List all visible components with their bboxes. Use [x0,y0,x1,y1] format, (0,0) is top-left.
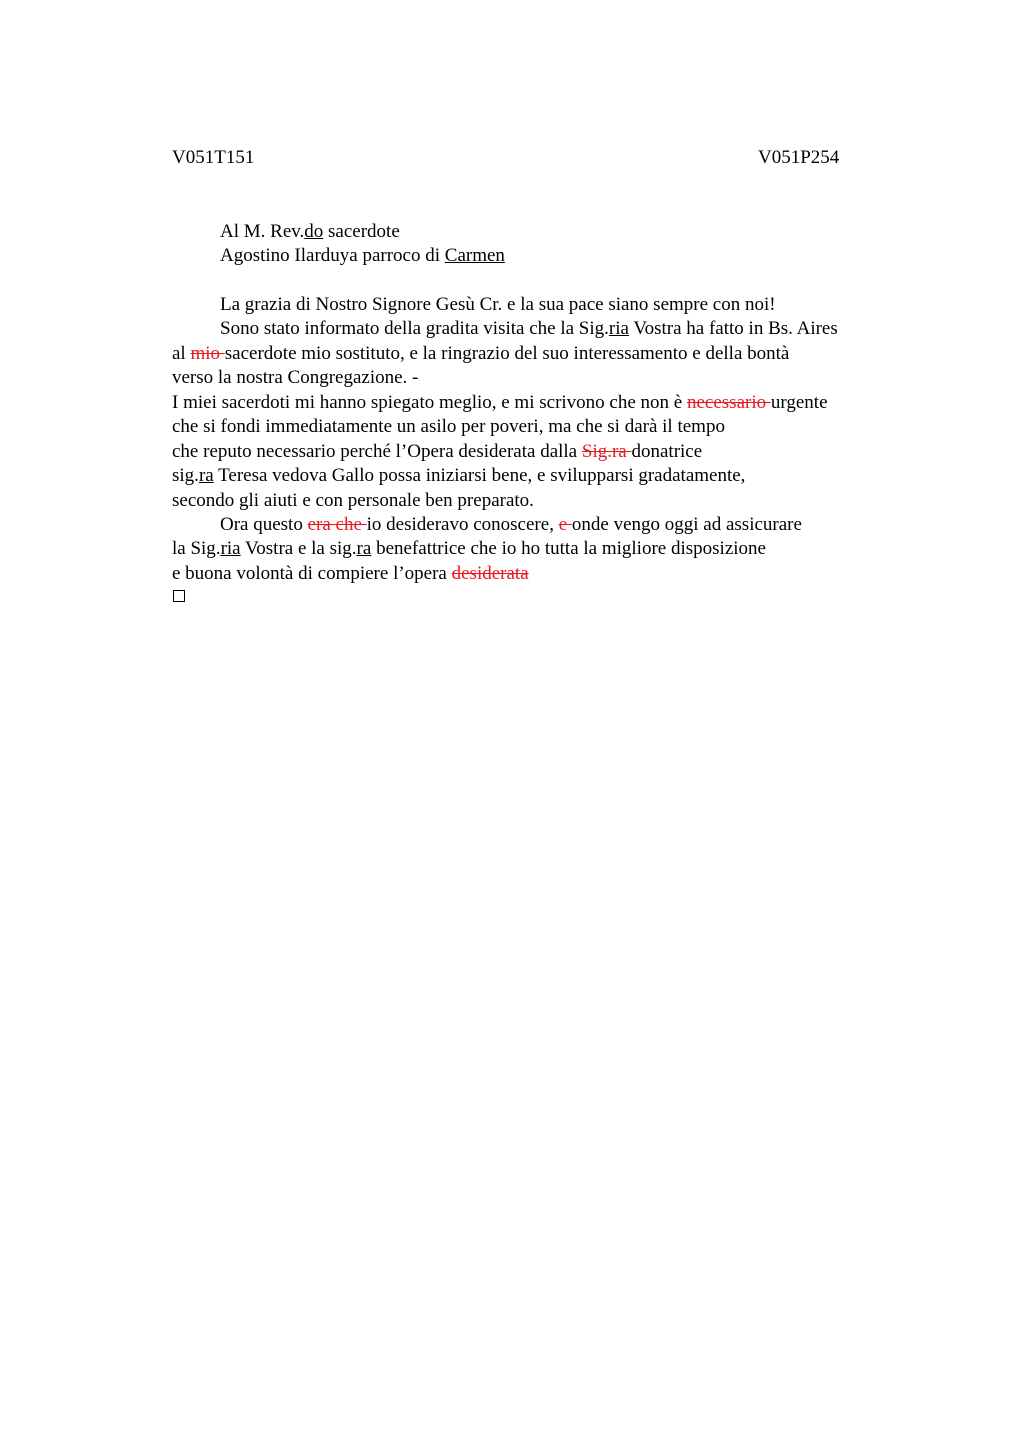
body-text: che reputo necessario perché l’Opera desiderata dalla [172,441,582,462]
body-text: la Sig. [172,538,221,559]
body-text: Ora questo [220,514,308,535]
body-text: e buona volontà di compiere l’opera [172,563,452,584]
body-line-5 [172,391,828,415]
body-line-7 [172,440,702,464]
body-text: Teresa vedova Gallo possa iniziarsi bene, e svilupparsi gradatamente, [213,465,746,486]
body-text: benefattrice che io ho tutta la migliore disposizione [371,538,766,559]
body-line-3 [172,342,789,366]
underlined-abbreviation: ra [198,465,214,486]
deleted-text: mio [190,343,225,364]
body-line-4: verso la nostra Congregazione. - [172,367,419,388]
body-line-10 [220,513,802,537]
body-text: sig. [172,465,199,486]
header-right-code: V051P254 [758,147,840,168]
body-text: Vostra e la sig. [240,538,357,559]
deleted-text: necessario [686,392,771,413]
body-line-2 [220,317,838,341]
body-line-11 [172,537,766,561]
body-text: onde vengo oggi ad assicurare [571,514,802,535]
deleted-text: Sig.ra [581,441,632,462]
body-line-8 [172,464,745,488]
body-text: io desideravo conoscere, [366,514,559,535]
underlined-abbreviation: ria [608,318,629,339]
body-line-12 [172,562,529,586]
body-line-9: secondo gli aiuti e con personale ben preparato. [172,490,534,511]
body-text: Vostra ha fatto in Bs. Aires [628,318,838,339]
deleted-text: e [558,514,572,535]
underlined-place-name: Carmen [444,245,505,266]
deleted-text: era che [307,514,367,535]
address-text: Agostino Ilarduya parroco di [220,245,445,266]
body-text: Sono stato informato della gradita visita che la Sig. [220,318,609,339]
header-left-code: V051T151 [172,147,255,168]
placeholder-box-icon [173,590,185,602]
body-text: donatrice [631,441,703,462]
body-text: sacerdote mio sostituto, e la ringrazio del suo interessamento e della bontà [224,343,790,364]
address-line-1 [220,220,400,244]
body-line-6: che si fondi immediatamente un asilo per poveri, ma che si darà il tempo [172,416,725,437]
address-line-2 [220,244,505,268]
underlined-abbreviation: do [304,221,324,242]
underlined-abbreviation: ria [220,538,241,559]
body-text: al [172,343,191,364]
deleted-text: desiderata [451,563,529,584]
address-text: Al M. Rev. [220,221,305,242]
body-text: I miei sacerdoti mi hanno spiegato meglio, e mi scrivono che non è [172,392,687,413]
body-line-1: La grazia di Nostro Signore Gesù Cr. e la sua pace siano sempre con noi! [220,294,776,315]
underlined-abbreviation: ra [356,538,372,559]
body-text: urgente [770,392,828,413]
address-text: sacerdote [323,221,400,242]
